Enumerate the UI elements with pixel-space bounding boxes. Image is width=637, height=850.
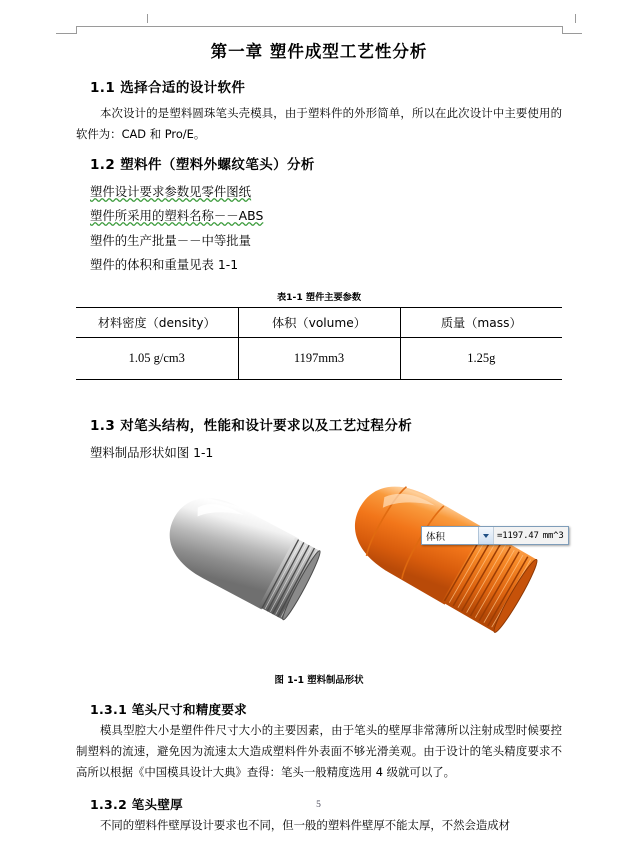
paragraph-1-1: 本次设计的是塑料圆珠笔头壳模具，由于塑料件的外形简单，所以在此次设计中主要使用的软件为：CAD 和 Pro/E。 [76,106,562,142]
list-item-text: 塑件所采用的塑料名称－－ABS [90,208,264,224]
table-header-row [76,307,562,337]
margin-rule-right-stub [562,33,582,34]
orange-pen-tip-model [326,485,541,655]
paragraph-1-3-2: 不同的塑料件壁厚设计要求也不同，但一般的塑料件壁厚不能太厚，不然会造成材 [100,818,511,833]
params-table [76,307,562,380]
volume-measure-tooltip[interactable] [421,526,569,545]
paragraph-1-3: 塑料制品形状如图 1-1 [90,444,214,460]
page-title: 第一章 塑件成型工艺性分析 [210,42,428,61]
list-item: 塑件的体积和重量见表 1-1 [90,256,239,272]
heading-1-3-2: 1.3.2 笔头壁厚 [90,797,183,813]
measure-value-number: =1197.47 [497,530,539,541]
page-number: 5 [316,800,321,810]
heading-1-2: 1.2 塑料件（塑料外螺纹笔头）分析 [90,157,315,174]
heading-1-3-1: 1.3.1 笔头尺寸和精度要求 [90,702,247,718]
heading-1-3: 1.3 对笔头结构，性能和设计要求以及工艺过程分析 [90,417,413,434]
table-caption: 表1-1 塑件主要参数 [276,291,362,303]
list-item: 塑件的生产批量－－中等批量 [90,232,252,248]
table-cell: 1.05 g/cm3 [128,350,185,365]
measure-value-unit: mm^3 [542,530,564,541]
list-item [76,180,562,204]
table-cell: 1.25g [400,337,562,379]
table-header-cell: 体积（volume） [238,307,400,337]
figure-1-1 [76,481,562,666]
list-item-text: 塑件设计要求参数见零件图纸 [90,184,252,200]
measure-property-label: 体积 [426,531,446,543]
crop-mark-top-right [575,14,576,23]
measure-property-dropdown[interactable] [422,527,494,544]
figure-caption: 图 1-1 塑料制品形状 [274,675,364,687]
list-item [76,204,562,228]
document-body [76,30,562,841]
margin-rule-top [76,26,563,27]
table-header-cell: 材料密度（density） [97,315,216,330]
table-cell: 1197mm3 [238,337,400,379]
heading-1-1: 1.1 选择合适的设计软件 [90,80,246,96]
table-header-cell: 质量（mass） [400,307,562,337]
crop-mark-top-left [147,14,148,23]
paragraph-1-3-1: 模具型腔大小是塑件件尺寸大小的主要因素，由于笔头的壁厚非常薄所以注射成型时候要控制塑料的流速，避免因为流速太大造成塑料件外表面不够光滑美观。由于设计的笔头精度要求不高所以根据《中国模具设计大典》查得：笔头一般精度选用 4 级就可以了。 [76,723,562,780]
measure-value-field [494,527,568,544]
margin-rule-left-stub [56,33,76,34]
chevron-down-icon[interactable] [478,527,493,544]
gray-pen-tip-model [138,485,328,650]
table-row [76,337,562,379]
